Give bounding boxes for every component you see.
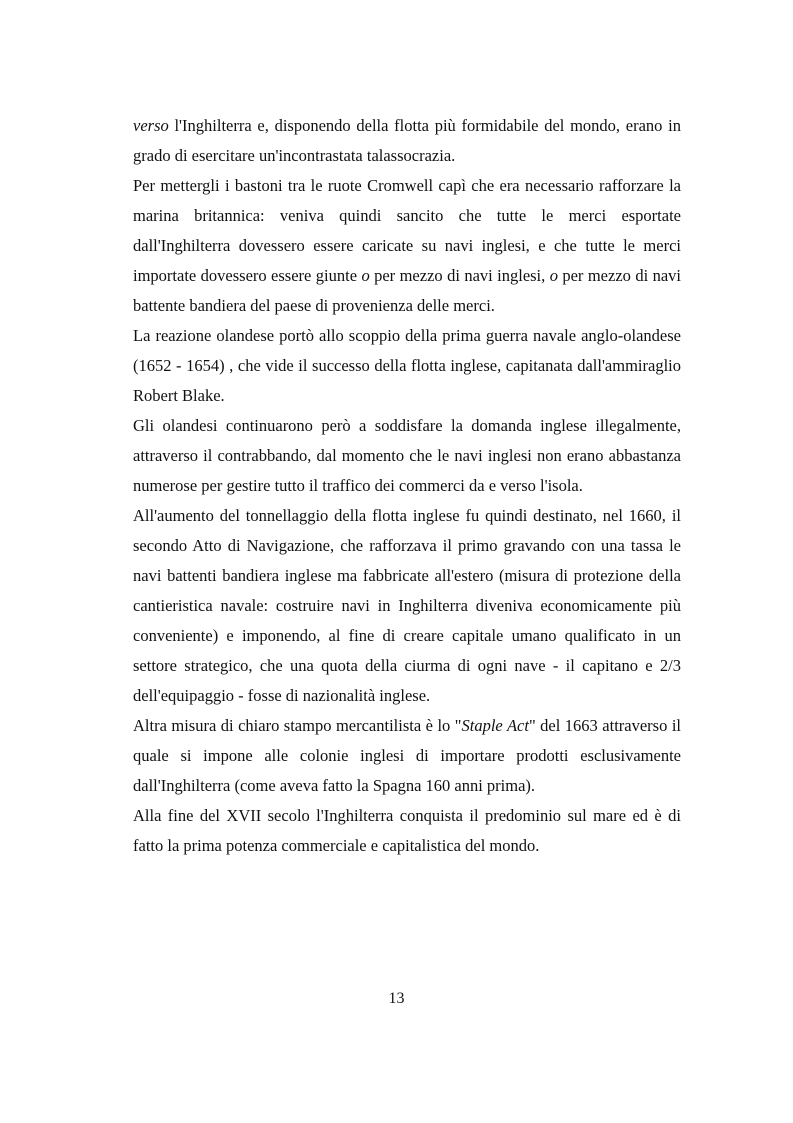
paragraph-1-text: l'Inghilterra e, disponendo della flotta più formidabile del mondo, erano in grado di esercitare un'incontrastata talassocrazia. <box>133 116 681 165</box>
paragraph-5-text: All'aumento del tonnellaggio della flotta inglese fu quindi destinato, nel 1660, il secondo Atto di Navigazione, che rafforzava il primo gravando con una tassa le navi battenti bandiera inglese ma fabbricate all'estero (misura di protezione della cantieristica navale: costruire navi in Inghilterra diveniva economicamente più conveniente) e imponendo, al fine di creare capitale umano qualificato in un settore strategico, che una quota della ciurma di ogni nave - il capitano e 2/3 dell'equipaggio - fosse di nazionalità inglese. <box>133 506 681 705</box>
paragraph-4-text: Gli olandesi continuarono però a soddisfare la domanda inglese illegalmente, attraverso il contrabbando, dal momento che le navi inglesi non erano abbastanza numerose per gestire tutto il traffico dei commerci da e verso l'isola. <box>133 416 681 495</box>
paragraph-6 <box>133 711 681 801</box>
paragraph-5 <box>133 501 681 711</box>
paragraph-7-text: Alla fine del XVII secolo l'Inghilterra conquista il predominio sul mare ed è di fatto la prima potenza commerciale e capitalistica del mondo. <box>133 806 681 855</box>
paragraph-1 <box>133 111 681 171</box>
italic-term-verso: verso <box>133 116 169 135</box>
paragraph-6-text-a: Altra misura di chiaro stampo mercantilista è lo " <box>133 716 462 735</box>
page-number: 13 <box>388 990 405 1007</box>
paragraph-7 <box>133 801 681 861</box>
paragraph-2-text-c: per mezzo di navi battente bandiera del paese di provenienza delle merci. <box>133 266 681 315</box>
paragraph-6-text-b: " del 1663 attraverso il quale si impone alle colonie inglesi di importare prodotti esclusivamente dall'Inghilterra (come aveva fatto la Spagna 160 anni prima). <box>133 716 681 795</box>
italic-o-first: o <box>361 266 370 285</box>
paragraph-4 <box>133 411 681 501</box>
italic-o-second: o <box>549 266 558 285</box>
paragraph-3 <box>133 321 681 411</box>
paragraph-3-text: La reazione olandese portò allo scoppio della prima guerra navale anglo-olandese (1652 - 1654) , che vide il successo della flotta inglese, capitanata dall'ammiraglio Robert Blake. <box>133 326 681 405</box>
italic-staple-act: Staple Act <box>461 716 529 735</box>
paragraph-2-text-a: Per mettergli i bastoni tra le ruote Cromwell capì che era necessario rafforzare la marina britannica: veniva quindi sancito che tutte le merci esportate dall'Inghilterra dovessero essere caricate su navi inglesi, e che tutte le merci importate dovessero essere giunte <box>133 176 681 285</box>
body-text <box>133 111 681 861</box>
paragraph-2 <box>133 171 681 321</box>
paragraph-2-text-b: per mezzo di navi inglesi, <box>369 266 550 285</box>
